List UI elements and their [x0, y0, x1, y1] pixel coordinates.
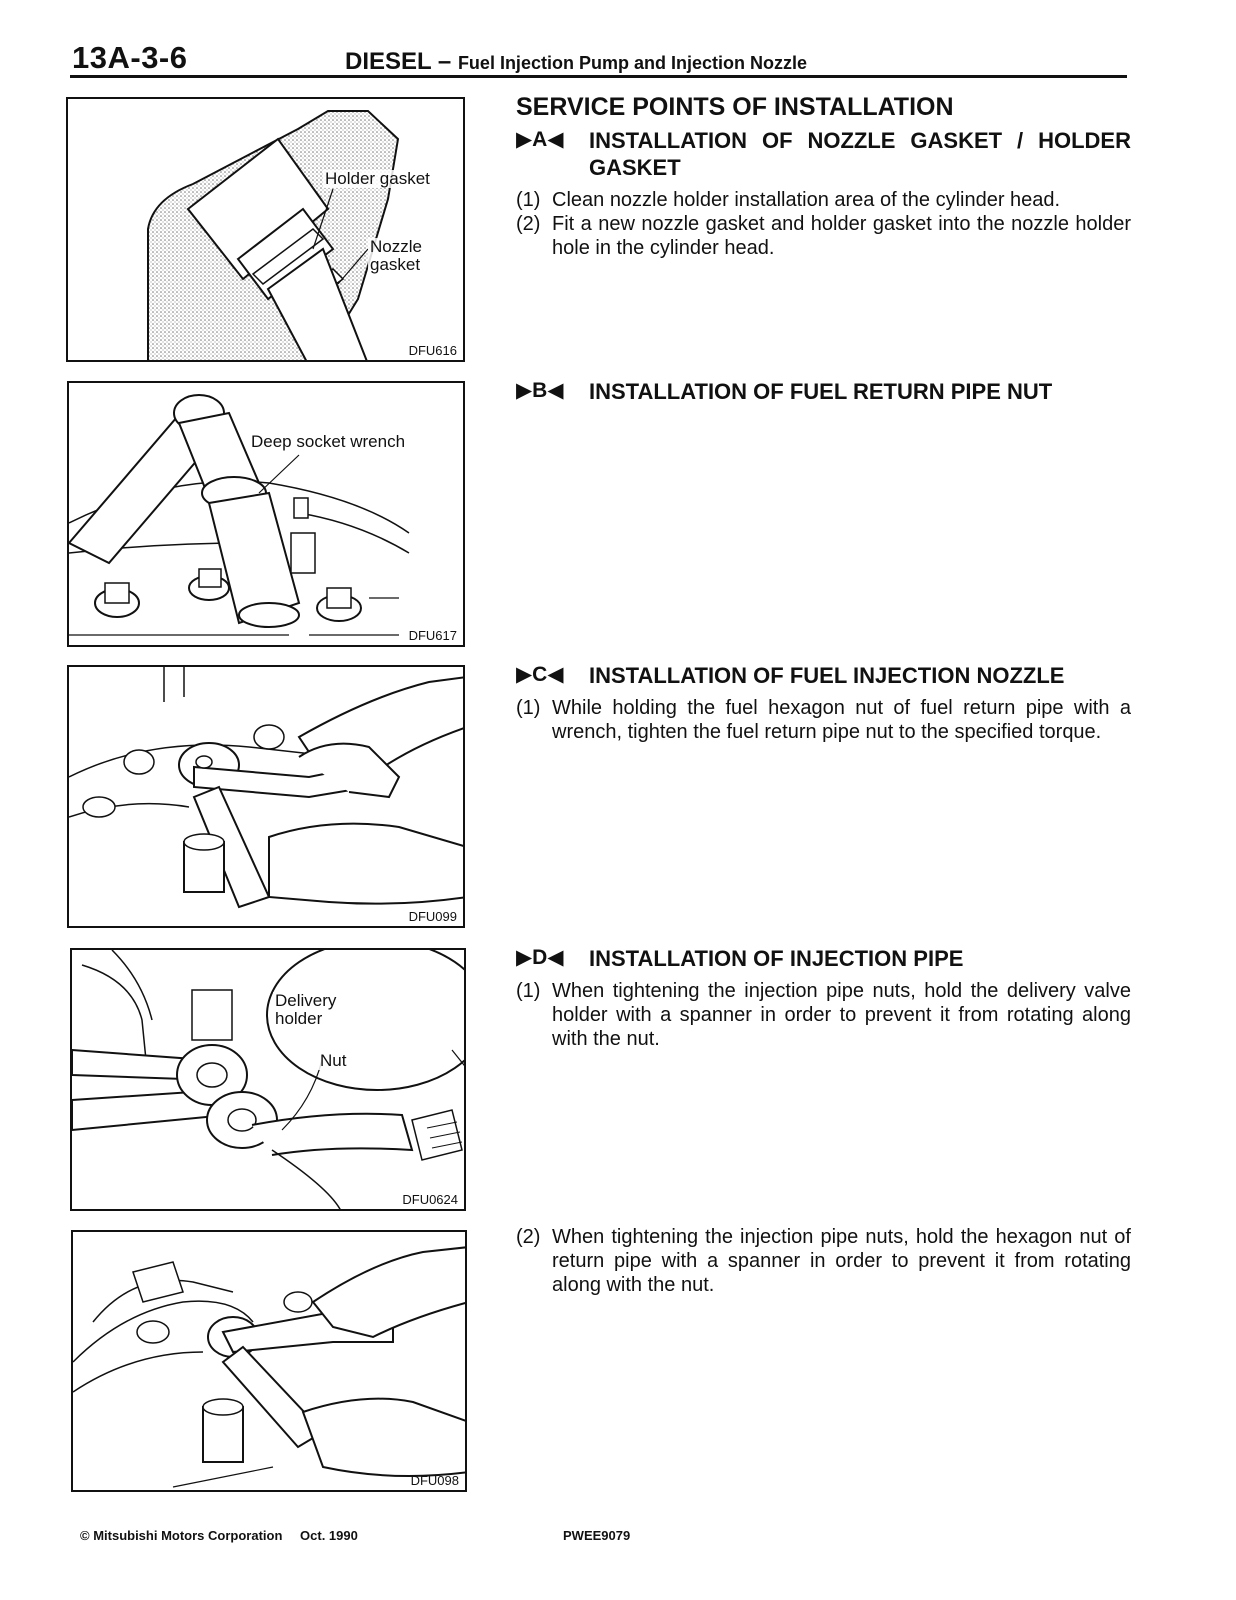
page-title-sub: Fuel Injection Pump and Injection Nozzle [457, 53, 807, 73]
mark-a: ▶A◀ [516, 128, 564, 151]
label-holder-gasket: Holder gasket [325, 169, 430, 188]
page-code: 13A-3-6 [72, 40, 188, 75]
figure-id: DFU616 [408, 343, 457, 358]
page-title [345, 48, 807, 76]
step-a-1 [516, 188, 1131, 212]
header-rule [70, 75, 1127, 78]
step-d-2 [516, 1225, 1131, 1297]
step-a-2 [516, 212, 1131, 260]
mark-b: ▶B◀ [516, 379, 564, 402]
figure-id: DFU098 [410, 1473, 459, 1488]
section-title: SERVICE POINTS OF INSTALLATION [516, 93, 954, 121]
subsection-c-heading [516, 662, 1131, 690]
figure-return-pipe-nut [71, 1230, 467, 1492]
label-deep-socket-wrench: Deep socket wrench [251, 432, 406, 451]
step-number: (1) [516, 980, 541, 1002]
figure-nozzle-tightening [67, 665, 465, 928]
page-title-main: DIESEL [345, 48, 432, 75]
subsection-a-title: INSTALLATION OF NOZZLE GASKET / HOLDER GASKET [589, 128, 1131, 180]
subsection-b-title: INSTALLATION OF FUEL RETURN PIPE NUT [589, 379, 1053, 404]
subsection-b-heading [516, 378, 1131, 406]
step-number: (1) [516, 189, 541, 211]
mark-c: ▶C◀ [516, 663, 564, 686]
footer-date: Oct. 1990 [300, 1528, 358, 1543]
step-c-1 [516, 696, 1131, 768]
figure-id: DFU617 [408, 628, 457, 643]
figure-nozzle-gasket [66, 97, 465, 362]
label-gasket: gasket [370, 255, 421, 274]
label-delivery: Delivery [275, 991, 337, 1010]
figure-return-pipe-nut-drawing [73, 1232, 467, 1492]
subsection-d-heading [516, 945, 1131, 973]
figure-delivery-holder-drawing [72, 950, 466, 1211]
figure-nozzle-gasket-drawing [68, 99, 465, 362]
step-text: Clean nozzle holder installation area of the cylinder head. [552, 189, 1061, 211]
figure-deep-socket-wrench-drawing [69, 383, 465, 647]
step-number: (2) [516, 213, 541, 235]
step-text: When tightening the injection pipe nuts, hold the delivery valve holder with a spanner in order to prevent it from rotating along with the nut. [552, 980, 1131, 1050]
step-text: While holding the fuel hexagon nut of fuel return pipe with a wrench, tighten the fuel return pipe nut to the specified torque. [552, 697, 1131, 743]
step-number: (2) [516, 1226, 541, 1248]
label-nut: Nut [320, 1051, 347, 1070]
figure-id: DFU0624 [402, 1192, 458, 1207]
figure-deep-socket-wrench [67, 381, 465, 647]
figure-delivery-holder [70, 948, 466, 1211]
page-title-separator: – [431, 48, 458, 75]
label-nozzle: Nozzle [370, 237, 422, 256]
step-d-1 [516, 979, 1131, 1051]
copyright-text: © Mitsubishi Motors Corporation [80, 1528, 283, 1543]
figure-id: DFU099 [408, 909, 457, 924]
footer-code: PWEE9079 [563, 1528, 631, 1543]
label-holder: holder [275, 1009, 323, 1028]
subsection-d-title: INSTALLATION OF INJECTION PIPE [589, 946, 964, 971]
step-number: (1) [516, 697, 541, 719]
subsection-c-title: INSTALLATION OF FUEL INJECTION NOZZLE [589, 663, 1065, 688]
subsection-a-heading [516, 127, 1131, 183]
mark-d: ▶D◀ [516, 946, 564, 969]
figure-nozzle-tightening-drawing [69, 667, 465, 928]
step-text: Fit a new nozzle gasket and holder gasket into the nozzle holder hole in the cylinder head. [552, 213, 1131, 259]
step-text: When tightening the injection pipe nuts, hold the hexagon nut of return pipe with a spanner in order to prevent it from rotating along with the nut. [552, 1226, 1131, 1296]
footer-copyright [80, 1528, 358, 1543]
